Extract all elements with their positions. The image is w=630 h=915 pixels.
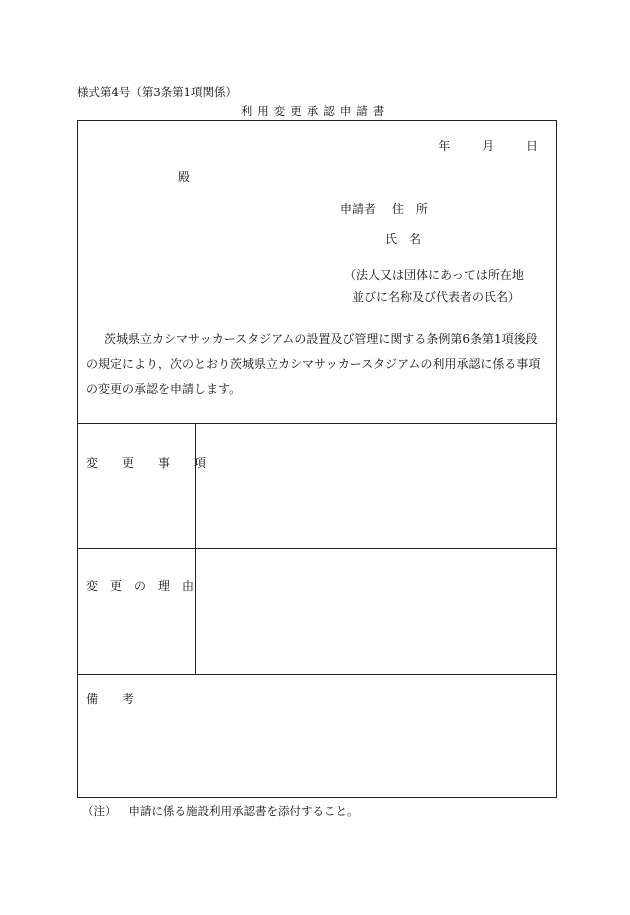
footer-text: 申請に係る施設利用承認書を添付すること。 bbox=[128, 804, 359, 818]
remarks-field[interactable] bbox=[79, 706, 555, 796]
change-items-label: 変 更 事 項 bbox=[86, 456, 207, 470]
page-title: 利用変更承認申請書 bbox=[240, 104, 390, 118]
addressee-suffix: 殿 bbox=[178, 170, 191, 184]
remarks-label: 備 考 bbox=[86, 692, 135, 706]
footer-marker: （注） bbox=[82, 804, 117, 818]
address-label: 住 所 bbox=[391, 202, 428, 216]
application-body-text: 茨城県立カシマサッカースタジアムの設置及び管理に関する条例第6条第1項後段の規定により，次のとおり茨城県立カシマサッカースタジアムの利用承認に係る事項の変更の承認を申請します。 bbox=[86, 332, 541, 396]
month-label: 月 bbox=[482, 139, 495, 153]
day-label: 日 bbox=[525, 139, 538, 153]
form-code: 様式第4号（第3条第1項関係） bbox=[77, 85, 237, 99]
applicant-address-line bbox=[340, 200, 428, 217]
change-reason-label: 変 更 の 理 由 bbox=[86, 579, 195, 593]
form-frame bbox=[77, 120, 557, 798]
applicant-label: 申請者 bbox=[340, 202, 377, 216]
change-items-field[interactable] bbox=[196, 424, 556, 547]
applicant-note-line1: （法人又は団体にあっては所在地 bbox=[344, 268, 524, 282]
applicant-name-label: 氏 名 bbox=[385, 232, 422, 246]
applicant-note bbox=[344, 264, 524, 308]
date-line bbox=[410, 137, 538, 154]
divider-line bbox=[78, 674, 556, 675]
year-label: 年 bbox=[438, 139, 451, 153]
footer-note bbox=[82, 803, 359, 819]
applicant-note-line2: 並びに名称及び代表者の氏名） bbox=[352, 290, 521, 304]
change-reason-field[interactable] bbox=[196, 549, 556, 673]
